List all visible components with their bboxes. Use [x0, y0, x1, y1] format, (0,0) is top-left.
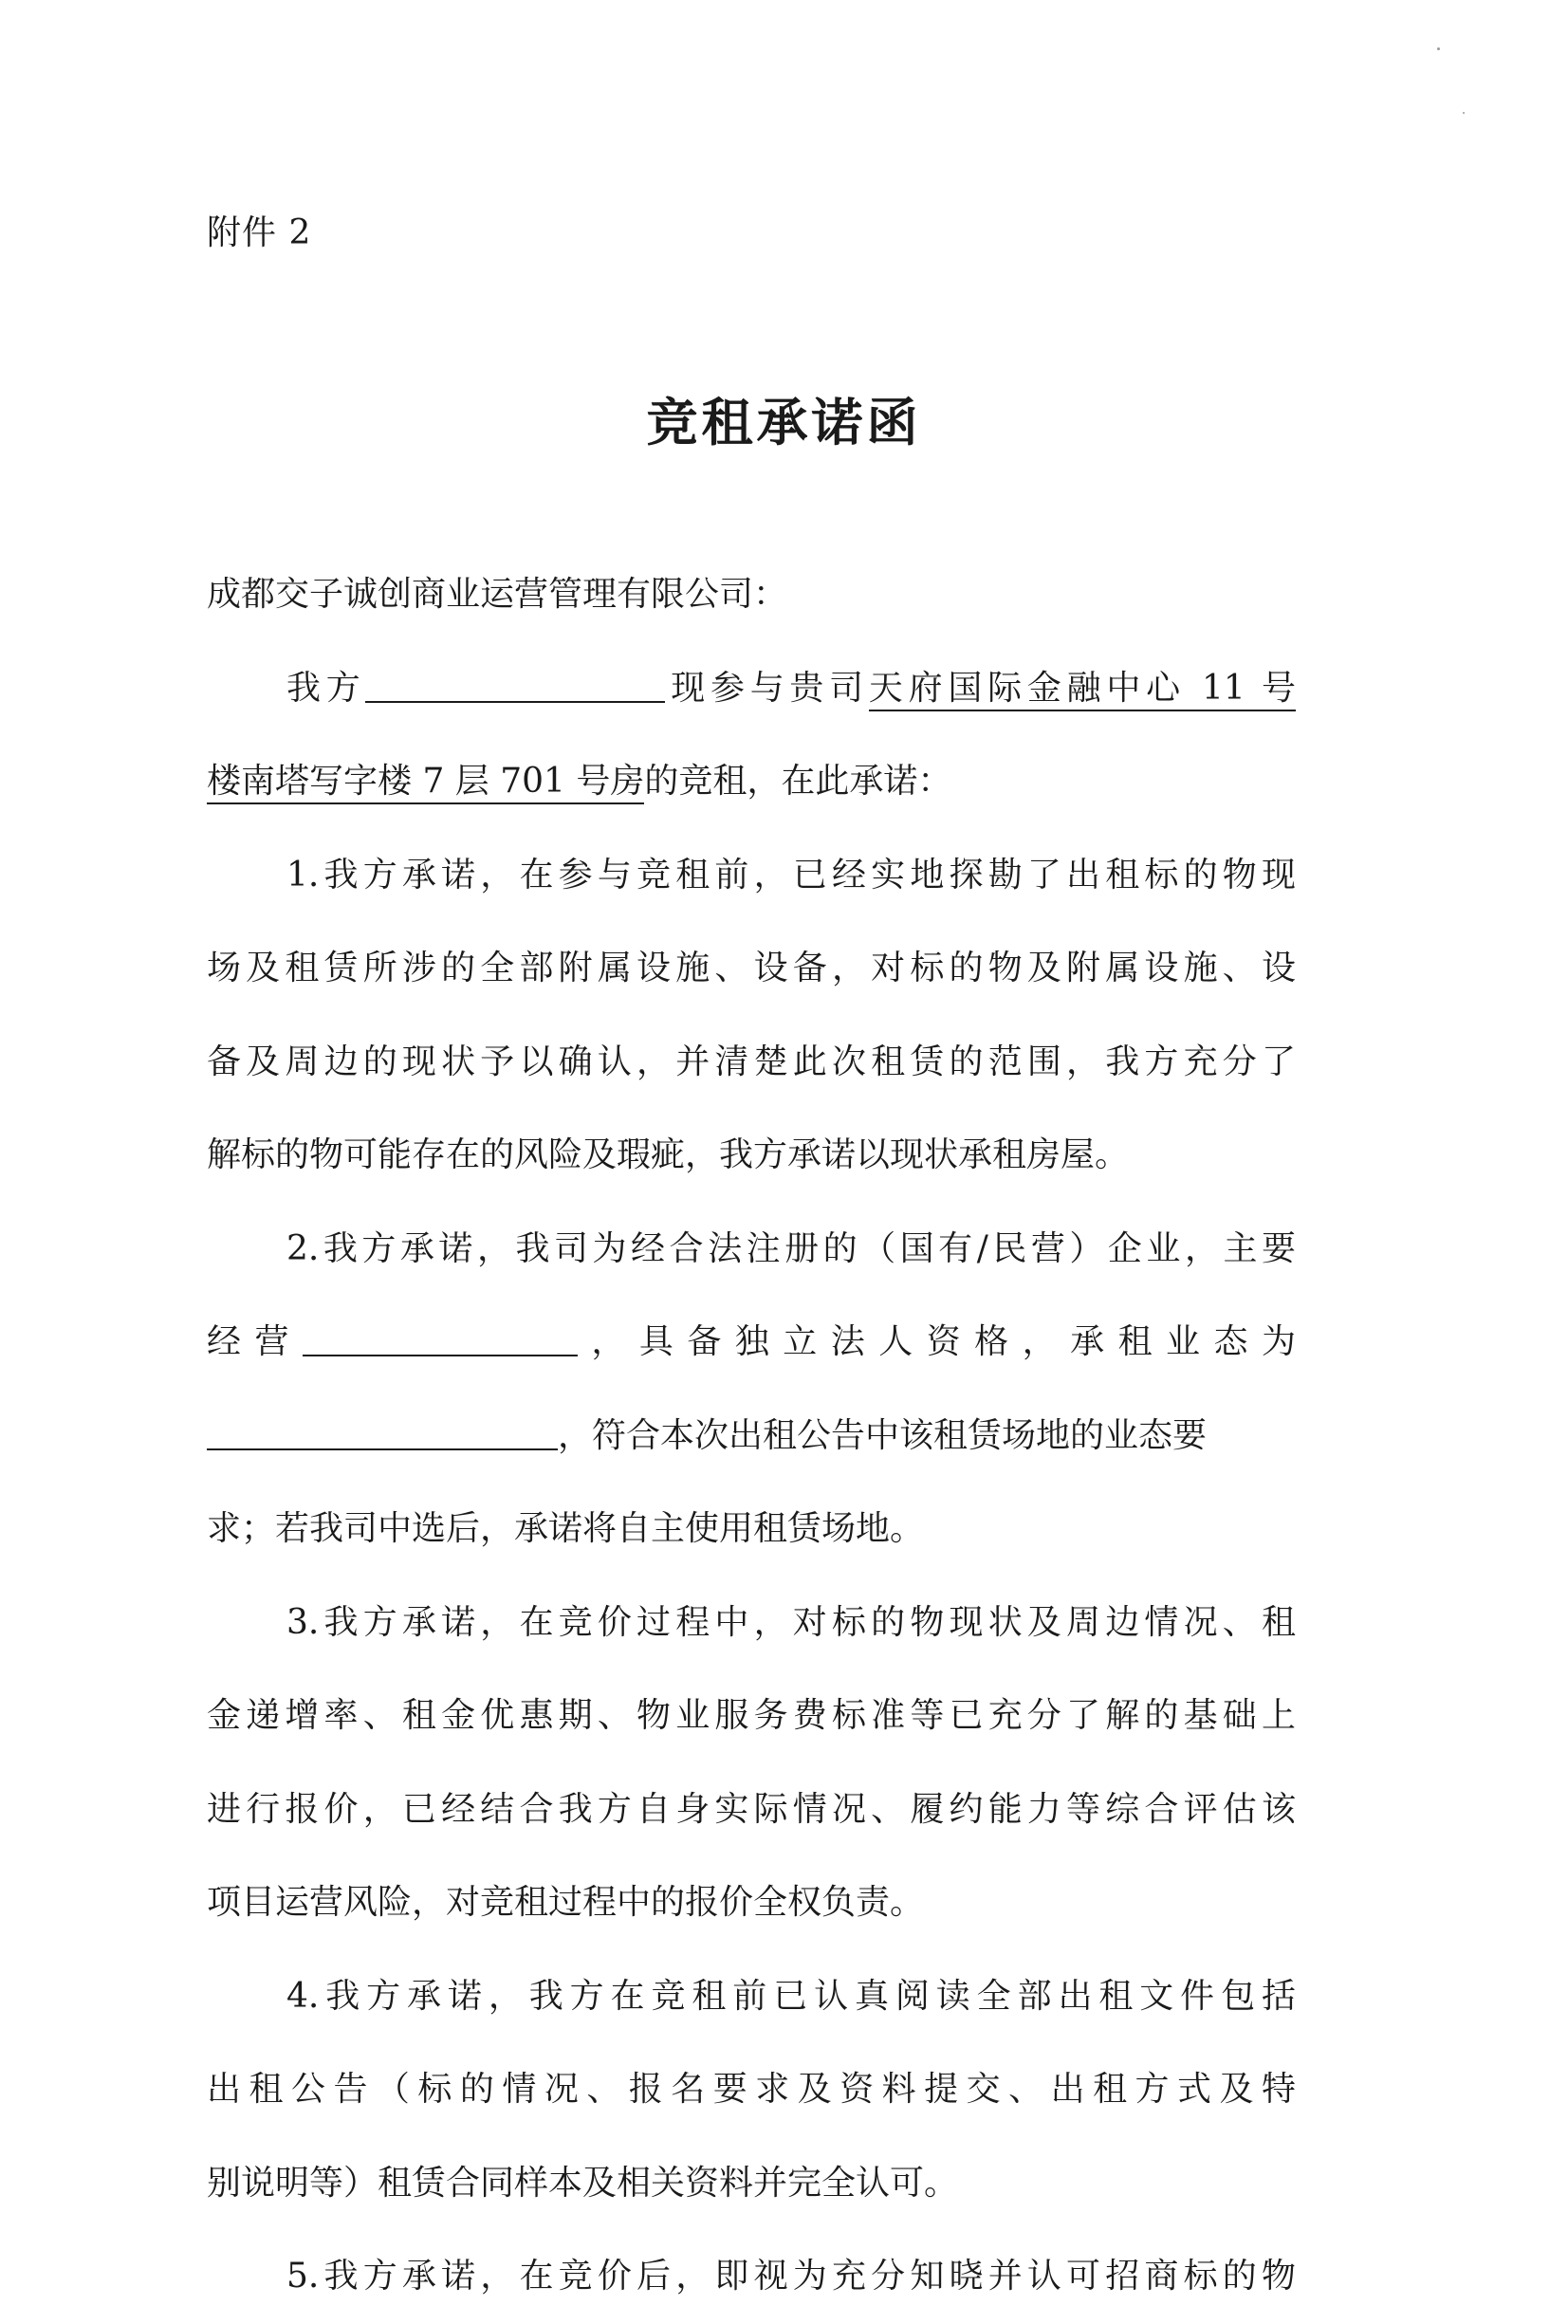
property-location-part1: 天府国际金融中心 11 号 — [869, 669, 1296, 711]
p4-line-1: 4.我方承诺，我方在竞租前已认真阅读全部出租文件包括 — [286, 1976, 1296, 2016]
attachment-label: 附件 2 — [207, 213, 312, 252]
bidder-name-blank[interactable] — [365, 667, 665, 703]
intro-prefix: 我方 — [286, 668, 366, 708]
p2-line-3 — [207, 1390, 1296, 1484]
p2-line-2 — [207, 1296, 1296, 1390]
p5-line-1: 5.我方承诺，在竞价后，即视为充分知晓并认可招商标的物 — [286, 2257, 1296, 2296]
letter-body — [207, 548, 1296, 2324]
p4-line-3: 别说明等）租赁合同样本及相关资料并完全认可。 — [207, 2163, 959, 2203]
p2-line-2-rest: ，具备独立法人资格，承租业态为 — [577, 1322, 1296, 1361]
p3-line-2: 金递增率、租金优惠期、物业服务费标准等已充分了解的基础上 — [207, 1696, 1296, 1735]
intro-middle: 现参与贵司 — [665, 668, 869, 708]
document-title: 竞租承诺函 — [646, 392, 922, 452]
p3-line-3: 进行报价，已经结合我方自身实际情况、履约能力等综合评估该 — [207, 1789, 1296, 1829]
scan-speck — [1463, 112, 1465, 114]
property-location-part2: 楼南塔写字楼 7 层 701 号房 — [207, 762, 644, 804]
scan-speck — [1437, 47, 1440, 50]
business-format-blank[interactable] — [207, 1414, 558, 1450]
p2-line-4: 求；若我司中选后，承诺将自主使用租赁场地。 — [207, 1509, 925, 1548]
p2-business-label: 经营 — [207, 1322, 303, 1361]
p1-line-2: 场及租赁所涉的全部附属设施、设备，对标的物及附属设施、设 — [207, 949, 1296, 987]
p2-line-3-text: ，符合本次出租公告中该租赁场地的业态要 — [558, 1415, 1208, 1455]
business-scope-blank[interactable] — [303, 1320, 578, 1356]
p1-line-1: 1.我方承诺，在参与竞租前，已经实地探勘了出租标的物现 — [286, 855, 1296, 895]
p2-line-1: 2.我方承诺，我司为经合法注册的（国有/民营）企业，主要 — [286, 1228, 1296, 1268]
addressee: 成都交子诚创商业运营管理有限公司： — [207, 575, 788, 614]
intro-suffix: 的竞租，在此承诺： — [644, 762, 952, 801]
p4-line-2: 出租公告（标的情况、报名要求及资料提交、出租方式及特 — [207, 2070, 1296, 2109]
p1-line-3: 备及周边的现状予以确认，并清楚此次租赁的范围，我方充分了 — [207, 1042, 1296, 1081]
intro-line-2 — [207, 735, 1296, 829]
p3-line-1: 3.我方承诺，在竞价过程中，对标的物现状及周边情况、租 — [286, 1602, 1296, 1642]
p3-line-4: 项目运营风险，对竞租过程中的报价全权负责。 — [207, 1883, 925, 1922]
p1-line-4: 解标的物可能存在的风险及瑕疵，我方承诺以现状承租房屋。 — [207, 1135, 1130, 1174]
intro-line-1 — [207, 642, 1296, 736]
